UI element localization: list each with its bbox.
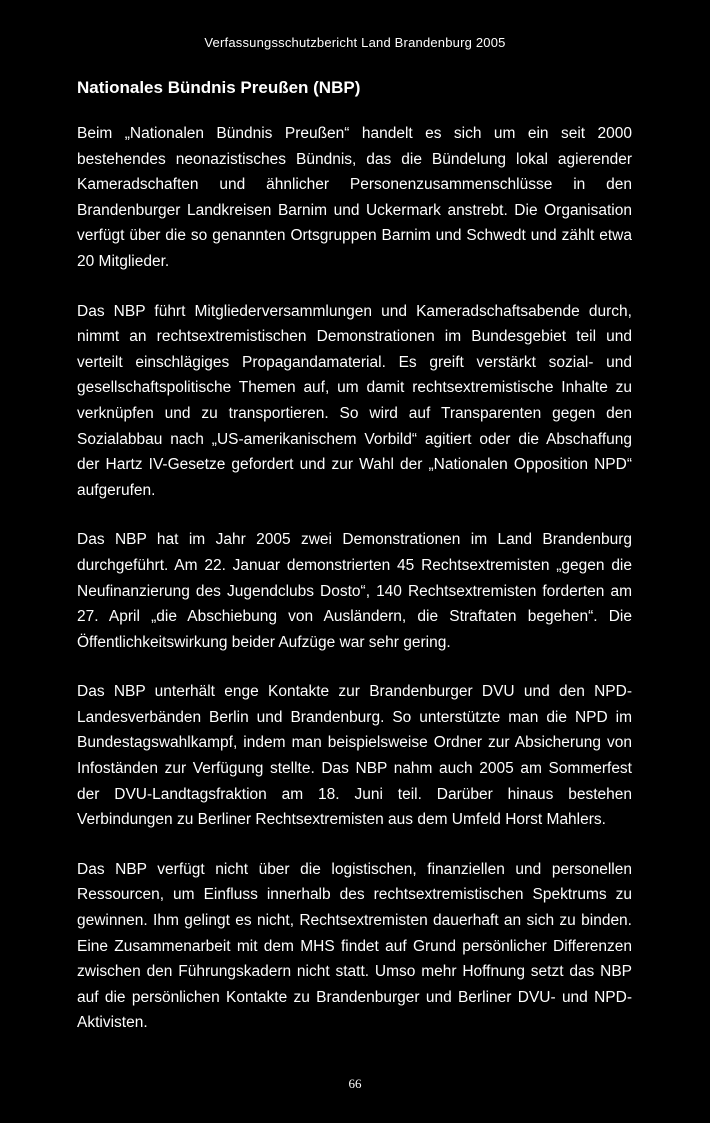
body-text bbox=[77, 121, 632, 1060]
paragraph-4: Das NBP unterhält enge Kontakte zur Brandenburger DVU und den NPD-Landesverbänden Berlin und Brandenburg. So unterstützte man die NPD im Bundestagswahlkampf, indem man beispielsweise Ordner zur Absicherung von Infoständen zur Verfügung stellte. Das NBP nahm auch 2005 am Sommerfest der DVU-Landtagsfraktion am 18. Juni teil. Darüber hinaus bestehen Verbindungen zu Berliner Rechtsextremisten aus dem Umfeld Horst Mahlers. bbox=[77, 683, 632, 829]
section-title: Nationales Bündnis Preußen (NBP) bbox=[77, 78, 361, 97]
page-number: 66 bbox=[348, 1076, 362, 1091]
paragraph-1: Beim „Nationalen Bündnis Preußen“ handelt es sich um ein seit 2000 bestehendes neonazistisches Bündnis, das die Bündelung lokal agierender Kameradschaften und ähnlicher Personenzusammenschlüsse in den Brandenburger Landkreisen Barnim und Uckermark anstrebt. Die Organisation verfügt über die so genannten Ortsgruppen Barnim und Schwedt und zählt etwa 20 Mitglieder. bbox=[77, 125, 632, 270]
paragraph-3: Das NBP hat im Jahr 2005 zwei Demonstrationen im Land Brandenburg durchgeführt. Am 22. Januar demonstrierten 45 Rechtsextremisten „gegen die Neufinanzierung des Jugendclubs Dosto“, 140 Rechtsextremisten forderten am 27. April „die Abschiebung von Ausländern, die Straftaten begehen“. Die Öffentlichkeitswirkung beider Aufzüge war sehr gering. bbox=[77, 531, 632, 651]
paragraph-5: Das NBP verfügt nicht über die logistischen, finanziellen und personellen Ressourcen, um Einfluss innerhalb des rechtsextremistischen Spektrums zu gewinnen. Ihm gelingt es nicht, Rechtsextremisten dauerhaft an sich zu binden. Eine Zusammenarbeit mit dem MHS findet auf Grund persönlicher Differenzen zwischen den Führungskadern nicht statt. Umso mehr Hoffnung setzt das NBP auf die persönlichen Kontakte zu Brandenburger und Berliner DVU- und NPD-Aktivisten. bbox=[77, 860, 632, 1032]
running-header: Verfassungsschutzbericht Land Brandenburg 2005 bbox=[204, 35, 506, 50]
paragraph-2: Das NBP führt Mitgliederversammlungen und Kameradschaftsabende durch, nimmt an rechtsextremistischen Demonstrationen im Bundesgebiet teil und verteilt einschlägiges Propagandamaterial. Es greift verstärkt sozial- und gesellschaftspolitische Themen auf, um damit rechtsextremistische Inhalte zu verknüpfen und zu transportieren. So wird auf Transparenten gegen den Sozialabbau nach „US-amerikanischem Vorbild“ agitiert oder die Abschaffung der Hartz IV-Gesetze gefordert und zur Wahl der „Nationalen Opposition NPD“ aufgerufen. bbox=[77, 302, 632, 499]
